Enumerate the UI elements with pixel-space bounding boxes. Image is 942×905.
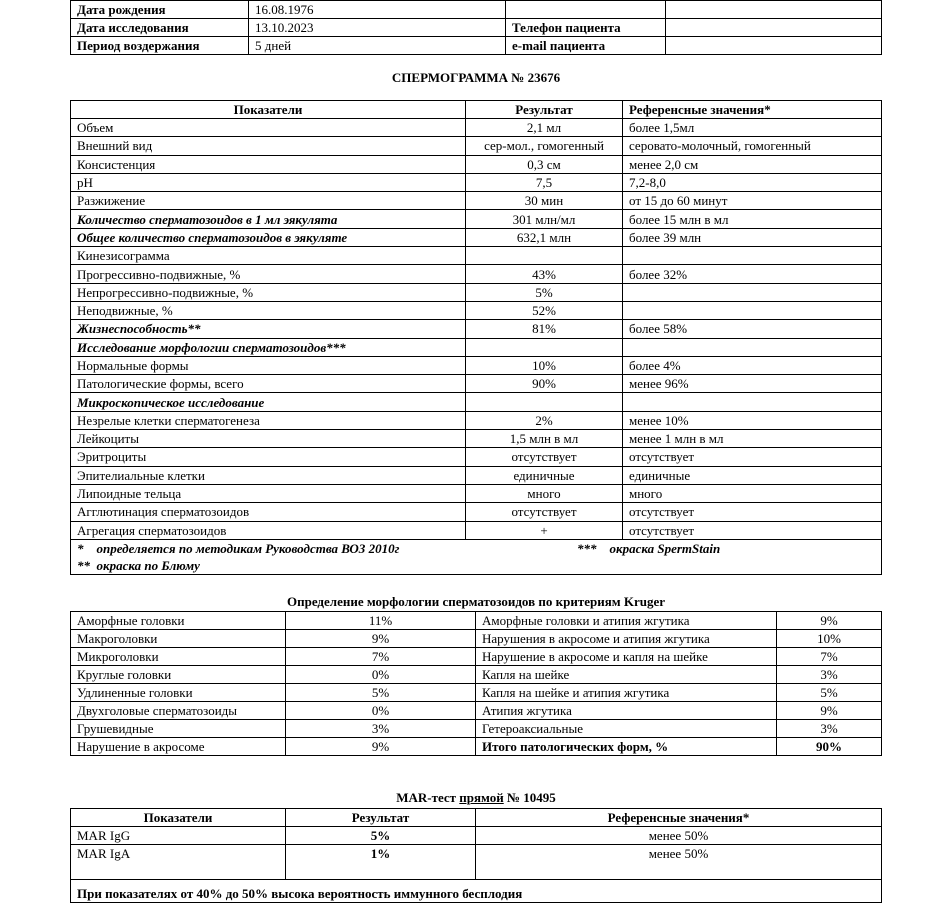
indicator-reference: более 32% <box>623 265 882 283</box>
spermogram-table <box>70 100 882 575</box>
indicator-result: 632,1 млн <box>466 228 623 246</box>
indicator-name: Микроскопическое исследование <box>71 393 466 411</box>
info-value: 5 дней <box>249 37 506 55</box>
mar-reference: менее 50% <box>476 827 882 845</box>
indicator-result: 30 мин <box>466 192 623 210</box>
table-row <box>71 375 882 393</box>
table-row <box>71 338 882 356</box>
info-label: Телефон пациента <box>506 19 666 37</box>
indicator-reference: более 39 млн <box>623 228 882 246</box>
indicator-name: pH <box>71 173 466 191</box>
indicator-result: единичные <box>466 466 623 484</box>
indicator-result: 10% <box>466 356 623 374</box>
defect-percent: 3% <box>777 666 882 684</box>
indicator-name: Агрегация сперматозоидов <box>71 521 466 539</box>
indicator-reference: менее 1 млн в мл <box>623 430 882 448</box>
indicator-result: сер-мол., гомогенный <box>466 137 623 155</box>
indicator-result <box>466 393 623 411</box>
mar-reference: менее 50% <box>476 845 882 880</box>
indicator-reference: более 58% <box>623 320 882 338</box>
mar-title <box>70 790 882 806</box>
indicator-result: 2% <box>466 411 623 429</box>
table-row <box>71 738 882 756</box>
footnote-blum: ** окраска по Блюму <box>71 557 882 575</box>
mar-indicator: MAR IgG <box>71 827 286 845</box>
indicator-name: Количество сперматозоидов в 1 мл эякулята <box>71 210 466 228</box>
indicator-reference <box>623 338 882 356</box>
footnote-spermstain: *** окраска SpermStain <box>577 540 721 556</box>
indicator-reference <box>623 247 882 265</box>
indicator-name: Патологические формы, всего <box>71 375 466 393</box>
table-row <box>71 356 882 374</box>
defect-percent: 11% <box>286 612 476 630</box>
defect-percent: 90% <box>777 738 882 756</box>
indicator-result: 90% <box>466 375 623 393</box>
mar-header-result: Результат <box>286 809 476 827</box>
defect-percent: 0% <box>286 666 476 684</box>
indicator-name: Разжижение <box>71 192 466 210</box>
indicator-result: 52% <box>466 301 623 319</box>
indicator-result: 301 млн/мл <box>466 210 623 228</box>
indicator-reference: более 4% <box>623 356 882 374</box>
mar-title-number: № 10495 <box>503 790 556 805</box>
indicator-result: 2,1 мл <box>466 119 623 137</box>
indicator-reference: серовато-молочный, гомогенный <box>623 137 882 155</box>
mar-title-prefix: MAR-тест <box>396 790 460 805</box>
patient-info-row <box>71 19 882 37</box>
table-row <box>71 684 882 702</box>
indicator-result: 43% <box>466 265 623 283</box>
indicator-reference: менее 96% <box>623 375 882 393</box>
table-row <box>71 666 882 684</box>
indicator-reference: отсутствует <box>623 521 882 539</box>
info-value: 13.10.2023 <box>249 19 506 37</box>
defect-name: Круглые головки <box>71 666 286 684</box>
mar-indicator: MAR IgA <box>71 845 286 880</box>
info-value <box>666 37 882 55</box>
table-row <box>71 630 882 648</box>
patient-info-row <box>71 37 882 55</box>
defect-percent: 10% <box>777 630 882 648</box>
header-reference: Референсные значения* <box>623 101 882 119</box>
footnote-who: * определяется по методикам Руководства ВОЗ 2010г <box>77 540 400 556</box>
indicator-reference: менее 10% <box>623 411 882 429</box>
indicator-name: Жизнеспособность** <box>71 320 466 338</box>
indicator-name: Эритроциты <box>71 448 466 466</box>
patient-info-row <box>71 1 882 19</box>
defect-name: Грушевидные <box>71 720 286 738</box>
defect-percent: 9% <box>777 702 882 720</box>
defect-percent: 9% <box>286 738 476 756</box>
indicator-name: Нормальные формы <box>71 356 466 374</box>
defect-name: Атипия жгутика <box>476 702 777 720</box>
info-label: Дата рождения <box>71 1 249 19</box>
table-row <box>71 827 882 845</box>
table-row <box>71 845 882 880</box>
indicator-result: 7,5 <box>466 173 623 191</box>
indicator-name: Прогрессивно-подвижные, % <box>71 265 466 283</box>
defect-percent: 3% <box>286 720 476 738</box>
defect-percent: 9% <box>777 612 882 630</box>
mar-note: При показателях от 40% до 50% высока вероятность иммунного бесплодия <box>71 880 882 903</box>
indicator-reference: отсутствует <box>623 448 882 466</box>
table-row <box>71 612 882 630</box>
defect-name: Двухголовые сперматозоиды <box>71 702 286 720</box>
indicator-result <box>466 247 623 265</box>
table-row <box>71 393 882 411</box>
indicator-name: Агглютинация сперматозоидов <box>71 503 466 521</box>
indicator-reference: от 15 до 60 минут <box>623 192 882 210</box>
table-row <box>71 265 882 283</box>
indicator-result: отсутствует <box>466 503 623 521</box>
table-row <box>71 192 882 210</box>
indicator-reference <box>623 283 882 301</box>
table-row <box>71 173 882 191</box>
indicator-reference: 7,2-8,0 <box>623 173 882 191</box>
table-row <box>71 648 882 666</box>
kruger-table <box>70 611 882 756</box>
table-row <box>71 521 882 539</box>
indicator-reference: более 15 млн в мл <box>623 210 882 228</box>
info-value <box>666 19 882 37</box>
defect-percent: 3% <box>777 720 882 738</box>
indicator-name: Неподвижные, % <box>71 301 466 319</box>
table-row <box>71 448 882 466</box>
spermogram-title: СПЕРМОГРАММА № 23676 <box>391 70 561 85</box>
indicator-name: Липоидные тельца <box>71 484 466 502</box>
table-row <box>71 301 882 319</box>
table-row <box>71 228 882 246</box>
table-row <box>71 503 882 521</box>
defect-percent: 5% <box>286 684 476 702</box>
defect-name: Удлиненные головки <box>71 684 286 702</box>
indicator-result: много <box>466 484 623 502</box>
indicator-name: Лейкоциты <box>71 430 466 448</box>
indicator-reference <box>623 301 882 319</box>
indicator-name: Кинезисограмма <box>71 247 466 265</box>
indicator-name: Непрогрессивно-подвижные, % <box>71 283 466 301</box>
kruger-title: Определение морфологии сперматозоидов по критериям Kruger <box>287 594 665 609</box>
table-row <box>71 283 882 301</box>
info-label <box>506 1 666 19</box>
table-row <box>71 247 882 265</box>
table-row <box>71 466 882 484</box>
patient-info-table <box>70 0 882 55</box>
indicator-name: Эпителиальные клетки <box>71 466 466 484</box>
table-row <box>71 155 882 173</box>
info-label: Дата исследования <box>71 19 249 37</box>
defect-name: Аморфные головки <box>71 612 286 630</box>
header-indicators: Показатели <box>71 101 466 119</box>
indicator-reference <box>623 393 882 411</box>
table-row <box>71 702 882 720</box>
defect-name: Нарушение в акросоме и капля на шейке <box>476 648 777 666</box>
defect-name: Нарушения в акросоме и атипия жгутика <box>476 630 777 648</box>
table-row <box>71 411 882 429</box>
indicator-name: Общее количество сперматозоидов в эякуляте <box>71 228 466 246</box>
mar-header-reference: Референсные значения* <box>476 809 882 827</box>
defect-percent: 7% <box>286 648 476 666</box>
indicator-name: Консистенция <box>71 155 466 173</box>
indicator-reference: отсутствует <box>623 503 882 521</box>
mar-result: 1% <box>286 845 476 880</box>
indicator-result: 0,3 см <box>466 155 623 173</box>
defect-percent: 7% <box>777 648 882 666</box>
table-row <box>71 484 882 502</box>
defect-percent: 0% <box>286 702 476 720</box>
mar-title-underlined: прямой <box>459 790 504 805</box>
indicator-name: Исследование морфологии сперматозоидов*** <box>71 338 466 356</box>
table-row <box>71 430 882 448</box>
indicator-reference: много <box>623 484 882 502</box>
table-row <box>71 137 882 155</box>
indicator-result: 1,5 млн в мл <box>466 430 623 448</box>
mar-header-indicators: Показатели <box>71 809 286 827</box>
indicator-result: + <box>466 521 623 539</box>
info-label: Период воздержания <box>71 37 249 55</box>
indicator-result <box>466 338 623 356</box>
indicator-reference: более 1,5мл <box>623 119 882 137</box>
info-value: 16.08.1976 <box>249 1 506 19</box>
defect-name: Гетероаксиальные <box>476 720 777 738</box>
defect-name: Микроголовки <box>71 648 286 666</box>
info-label: e-mail пациента <box>506 37 666 55</box>
indicator-result: 5% <box>466 283 623 301</box>
indicator-result: отсутствует <box>466 448 623 466</box>
table-row <box>71 119 882 137</box>
mar-table <box>70 808 882 903</box>
table-row <box>71 320 882 338</box>
indicator-name: Незрелые клетки сперматогенеза <box>71 411 466 429</box>
table-row <box>71 720 882 738</box>
defect-percent: 9% <box>286 630 476 648</box>
indicator-reference: единичные <box>623 466 882 484</box>
defect-percent: 5% <box>777 684 882 702</box>
mar-result: 5% <box>286 827 476 845</box>
defect-name: Капля на шейке и атипия жгутика <box>476 684 777 702</box>
header-result: Результат <box>466 101 623 119</box>
indicator-name: Объем <box>71 119 466 137</box>
defect-name: Аморфные головки и атипия жгутика <box>476 612 777 630</box>
info-value <box>666 1 882 19</box>
defect-name: Макроголовки <box>71 630 286 648</box>
defect-name: Капля на шейке <box>476 666 777 684</box>
indicator-result: 81% <box>466 320 623 338</box>
defect-name: Итого патологических форм, % <box>476 738 777 756</box>
defect-name: Нарушение в акросоме <box>71 738 286 756</box>
indicator-name: Внешний вид <box>71 137 466 155</box>
table-row <box>71 210 882 228</box>
indicator-reference: менее 2,0 см <box>623 155 882 173</box>
